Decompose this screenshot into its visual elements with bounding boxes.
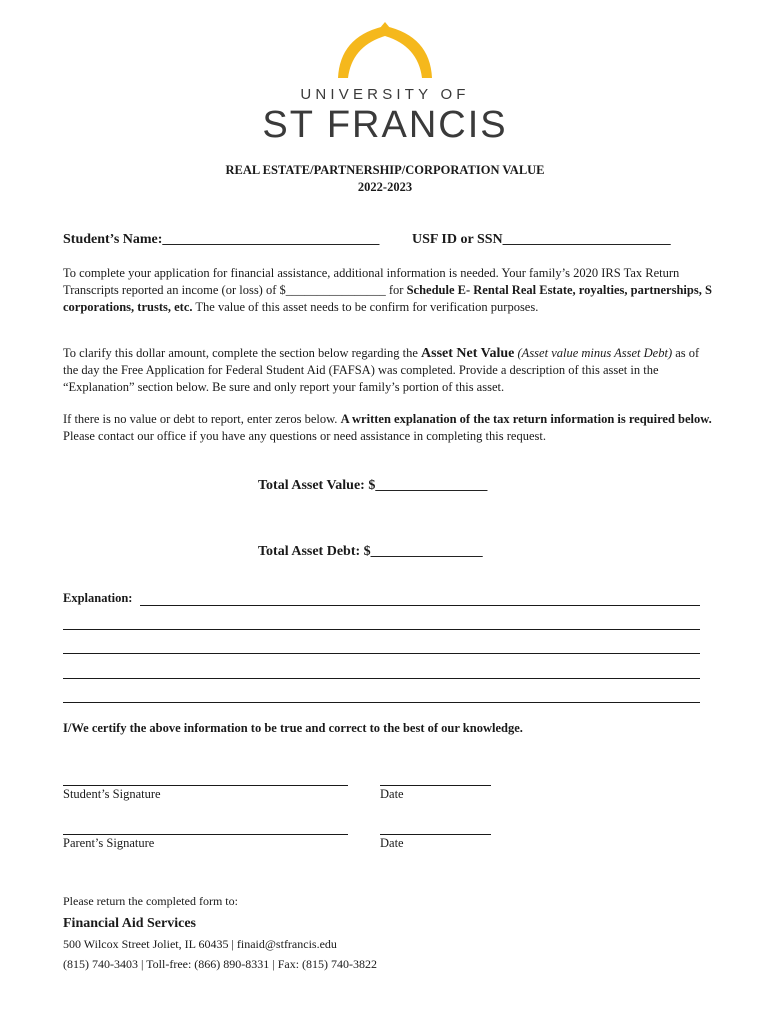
para2-text-end: as of the day the Free Application for Federal Student Aid (FAFSA) was completed. Provide a description of this asset in the “Explanation” section below. Be sure and only report your family’s portion of this asset.	[63, 346, 700, 394]
student-signature-label: Student’s Signature	[63, 787, 161, 801]
student-name-field[interactable]: Student’s Name:_______________________________	[63, 232, 380, 247]
office-address: 500 Wilcox Street Joliet, IL 60435 | finaid@stfrancis.edu	[63, 937, 337, 951]
usf-id-field[interactable]: USF ID or SSN________________________	[412, 232, 671, 247]
total-asset-value-field[interactable]: Total Asset Value: $________________	[258, 478, 488, 493]
total-asset-debt-field[interactable]: Total Asset Debt: $________________	[258, 544, 483, 559]
student-date-line[interactable]	[380, 785, 491, 786]
form-year: 2022-2023	[357, 180, 413, 194]
explanation-line-3[interactable]	[63, 653, 700, 654]
explanation-label: Explanation:	[63, 591, 133, 605]
explanation-line-4[interactable]	[63, 678, 700, 679]
st-francis-wordmark	[0, 104, 770, 147]
asset-net-value-term: Asset Net Value	[421, 346, 515, 361]
instructions-paragraph-3	[63, 411, 713, 445]
explanation-line-1[interactable]	[140, 605, 700, 606]
explanation-line-2[interactable]	[63, 629, 700, 630]
parent-signature-label: Parent’s Signature	[63, 836, 155, 850]
parent-date-label: Date	[380, 836, 404, 850]
certification-statement: I/We certify the above information to be true and correct to the best of our knowledge.	[63, 721, 523, 735]
return-instruction: Please return the completed form to:	[63, 894, 238, 908]
para2-text: To clarify this dollar amount, complete the section below regarding the	[63, 346, 422, 360]
instructions-paragraph-1	[63, 265, 713, 316]
explanation-line-5[interactable]	[63, 702, 700, 703]
para1-bold: Schedule E- Rental Real Estate, royalties, partnerships, S corporations, trusts, etc.	[63, 283, 712, 314]
para1-text: To complete your application for financial assistance, additional information is needed. Your family’s 2020 IRS Tax Return Transcripts reported an income (or loss) of $________________ for	[63, 266, 680, 297]
student-date-label: Date	[380, 787, 404, 801]
form-title: REAL ESTATE/PARTNERSHIP/CORPORATION VALUE	[225, 163, 545, 177]
para1-text-end: The value of this asset needs to be confirm for verification purposes.	[192, 300, 539, 314]
office-phones: (815) 740-3403 | Toll-free: (866) 890-8331 | Fax: (815) 740-3822	[63, 957, 378, 971]
para3-bold: A written explanation of the tax return information is required below.	[340, 412, 712, 426]
para2-italic: (Asset value minus Asset Debt)	[514, 346, 673, 360]
student-signature-line[interactable]	[63, 785, 348, 786]
instructions-paragraph-2	[63, 345, 713, 396]
wordmark-francis: FRANCIS	[326, 104, 508, 146]
university-logo	[0, 22, 770, 80]
office-name: Financial Aid Services	[63, 916, 196, 931]
university-line: UNIVERSITY OF	[300, 86, 470, 103]
para3-text-end: Please contact our office if you have any questions or need assistance in completing this request.	[63, 429, 546, 443]
para3-text: If there is no value or debt to report, enter zeros below.	[63, 412, 341, 426]
parent-date-line[interactable]	[380, 834, 491, 835]
wordmark-st: ST	[262, 104, 315, 146]
parent-signature-line[interactable]	[63, 834, 348, 835]
arch-logo-icon	[330, 22, 440, 80]
